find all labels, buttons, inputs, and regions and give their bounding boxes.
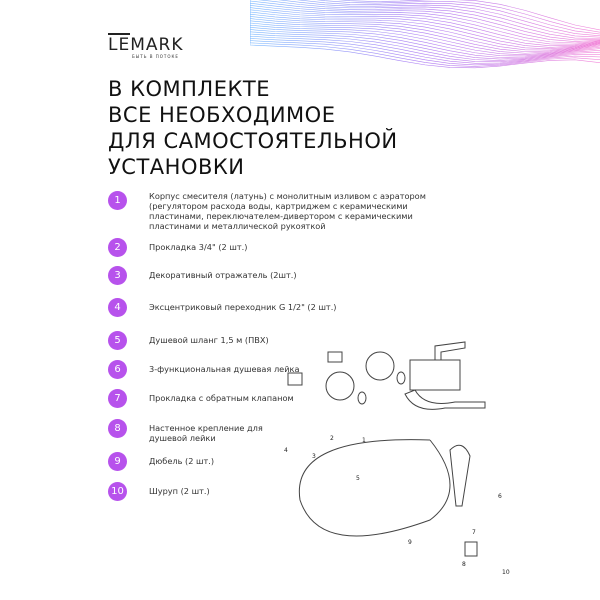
item-description: Корпус смесителя (латунь) с монолитным изливом с аэратором (регулятором расхода воды, картриджем с керамическими пластинами, переключателем-дивертором с керамическими пластинами и металлической рукояткой — [149, 191, 426, 231]
item-number-badge: 6 — [108, 360, 127, 379]
item-number-badge: 2 — [108, 238, 127, 257]
diagram-label: 6 — [498, 493, 502, 500]
item-number-badge: 5 — [108, 331, 127, 350]
list-item — [108, 298, 449, 317]
item-number-badge: 4 — [108, 298, 127, 317]
list-item — [108, 191, 449, 231]
item-description: Прокладка с обратным клапаном — [149, 393, 294, 403]
list-item — [108, 419, 269, 443]
adapter-part — [288, 373, 302, 385]
diagram-label: 1 — [362, 437, 366, 444]
diagram-label: 5 — [356, 475, 360, 482]
shower-hose — [299, 440, 450, 536]
diagram-label: 3 — [312, 453, 316, 460]
diagram-label: 9 — [408, 539, 412, 546]
item-number-badge: 3 — [108, 266, 127, 285]
adapter-part — [328, 352, 342, 362]
diagram-label: 8 — [462, 561, 466, 568]
item-description: 3-функциональная душевая лейка — [149, 364, 300, 374]
item-number-badge: 7 — [108, 389, 127, 408]
reflector-part — [326, 372, 354, 400]
item-description: Декоративный отражатель (2шт.) — [149, 270, 297, 280]
wall-holder — [465, 542, 477, 556]
gasket-part — [358, 392, 366, 404]
product-diagram — [260, 330, 600, 600]
item-description: Прокладка 3/4" (2 шт.) — [149, 242, 248, 252]
reflector-part — [366, 352, 394, 380]
item-description: Дюбель (2 шт.) — [149, 456, 215, 466]
item-number-badge: 1 — [108, 191, 127, 210]
diagram-label: 7 — [472, 529, 476, 536]
brand-logo: LEMARK БЫТЬ В ПОТОКЕ — [108, 34, 184, 59]
page-title: В КОМПЛЕКТЕ ВСЕ НЕОБХОДИМОЕ ДЛЯ САМОСТОЯТЕЛЬНОЙ УСТАНОВКИ — [108, 77, 398, 179]
diagram-label: 10 — [502, 569, 510, 576]
mixer-body — [405, 342, 485, 409]
list-item — [108, 238, 449, 257]
item-number-badge: 9 — [108, 452, 127, 471]
list-item — [108, 266, 449, 285]
item-description: Шуруп (2 шт.) — [149, 486, 210, 496]
diagram-label: 2 — [330, 435, 334, 442]
shower-head — [450, 445, 470, 506]
diagram-label: 4 — [284, 447, 288, 454]
item-number-badge: 8 — [108, 419, 127, 438]
item-description: Эксцентриковый переходник G 1/2" (2 шт.) — [149, 302, 337, 312]
item-number-badge: 10 — [108, 482, 127, 501]
gasket-part — [397, 372, 405, 384]
item-description: Душевой шланг 1,5 м (ПВХ) — [149, 335, 269, 345]
item-description: Настенное крепление для душевой лейки — [149, 423, 263, 443]
